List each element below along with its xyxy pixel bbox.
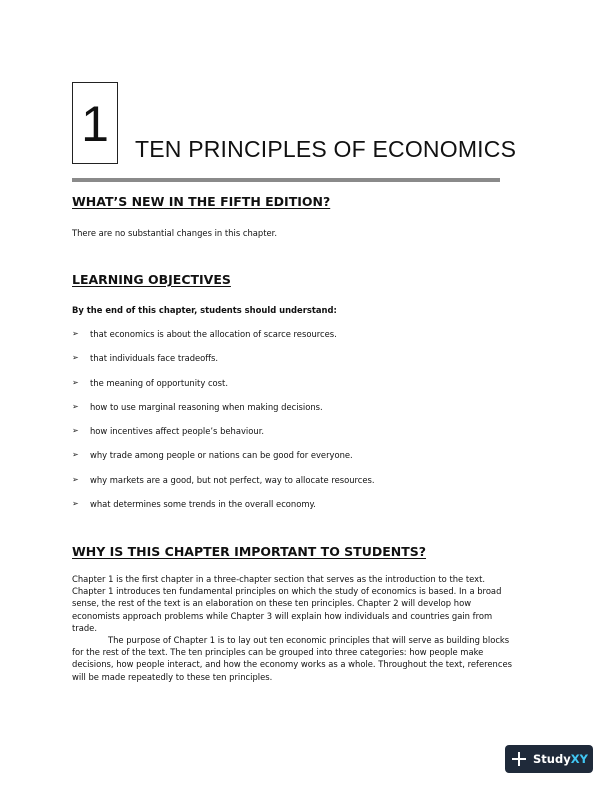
heading-learning-objectives: LEARNING OBJECTIVES	[72, 272, 231, 287]
arrow-bullet-icon: ➢	[72, 450, 79, 460]
objectives-list	[72, 329, 375, 523]
heading-importance: WHY IS THIS CHAPTER IMPORTANT TO STUDENTS?	[72, 544, 427, 559]
list-item	[72, 475, 375, 499]
chapter-title: TEN PRINCIPLES OF ECONOMICS	[135, 136, 517, 162]
paragraph-line: trade.	[72, 622, 97, 633]
paragraph-line: Chapter 1 introduces ten fundamental principles on which the study of economics is based. In a broad	[72, 586, 502, 597]
list-item-text: how to use marginal reasoning when making decisions.	[90, 401, 323, 412]
objectives-lead: By the end of this chapter, students should understand:	[72, 305, 337, 315]
paragraph-line: economists approach problems while Chapter 3 will explain how individuals and countries gain from	[72, 610, 493, 621]
paragraph-line: for the rest of the text. The ten principles can be grouped into three categories: how people make	[72, 647, 484, 658]
whats-new-text: There are no substantial changes in this chapter.	[72, 228, 277, 238]
list-item-text: why markets are a good, but not perfect, way to allocate resources.	[90, 474, 375, 485]
arrow-bullet-icon: ➢	[72, 426, 79, 436]
chapter-number-box: 1	[72, 82, 118, 164]
list-item-text: that economics is about the allocation of scarce resources.	[90, 329, 337, 339]
list-item-text: the meaning of opportunity cost.	[90, 377, 228, 388]
paragraph-line: The purpose of Chapter 1 is to lay out ten economic principles that will serve as building blocks	[108, 635, 510, 646]
list-item	[72, 378, 375, 402]
list-item	[72, 329, 375, 353]
list-item	[72, 450, 375, 474]
list-item-text: how incentives affect people’s behaviour.	[90, 426, 265, 437]
paragraph-line: will be made repeatedly to these ten principles.	[72, 671, 273, 682]
arrow-bullet-icon: ➢	[72, 353, 79, 363]
arrow-bullet-icon: ➢	[72, 401, 79, 411]
brand-name: StudyXY	[533, 752, 588, 766]
paragraph-line: decisions, how people interact, and how the economy works as a whole. Throughout the text, references	[72, 659, 512, 670]
title-divider	[72, 178, 500, 182]
arrow-bullet-icon: ➢	[72, 474, 79, 484]
paragraph-line: Chapter 1 is the first chapter in a three-chapter section that serves as the introduction to the text.	[72, 574, 486, 584]
list-item-text: that individuals face tradeoffs.	[90, 353, 219, 364]
arrow-bullet-icon: ➢	[72, 329, 79, 338]
list-item-text: why trade among people or nations can be good for everyone.	[90, 450, 353, 461]
list-item	[72, 353, 375, 377]
heading-whats-new: WHAT’S NEW IN THE FIFTH EDITION?	[72, 194, 331, 209]
arrow-bullet-icon: ➢	[72, 377, 79, 387]
list-item	[72, 402, 375, 426]
list-item-text: what determines some trends in the overall economy.	[90, 499, 316, 510]
plus-icon	[512, 752, 526, 766]
studyxy-badge[interactable]	[505, 745, 593, 773]
importance-paragraph	[72, 573, 542, 683]
list-item	[72, 499, 375, 523]
paragraph-line: sense, the rest of the text is an elaboration on these ten principles. Chapter 2 will develop how	[72, 598, 472, 609]
arrow-bullet-icon: ➢	[72, 499, 79, 509]
list-item	[72, 426, 375, 450]
